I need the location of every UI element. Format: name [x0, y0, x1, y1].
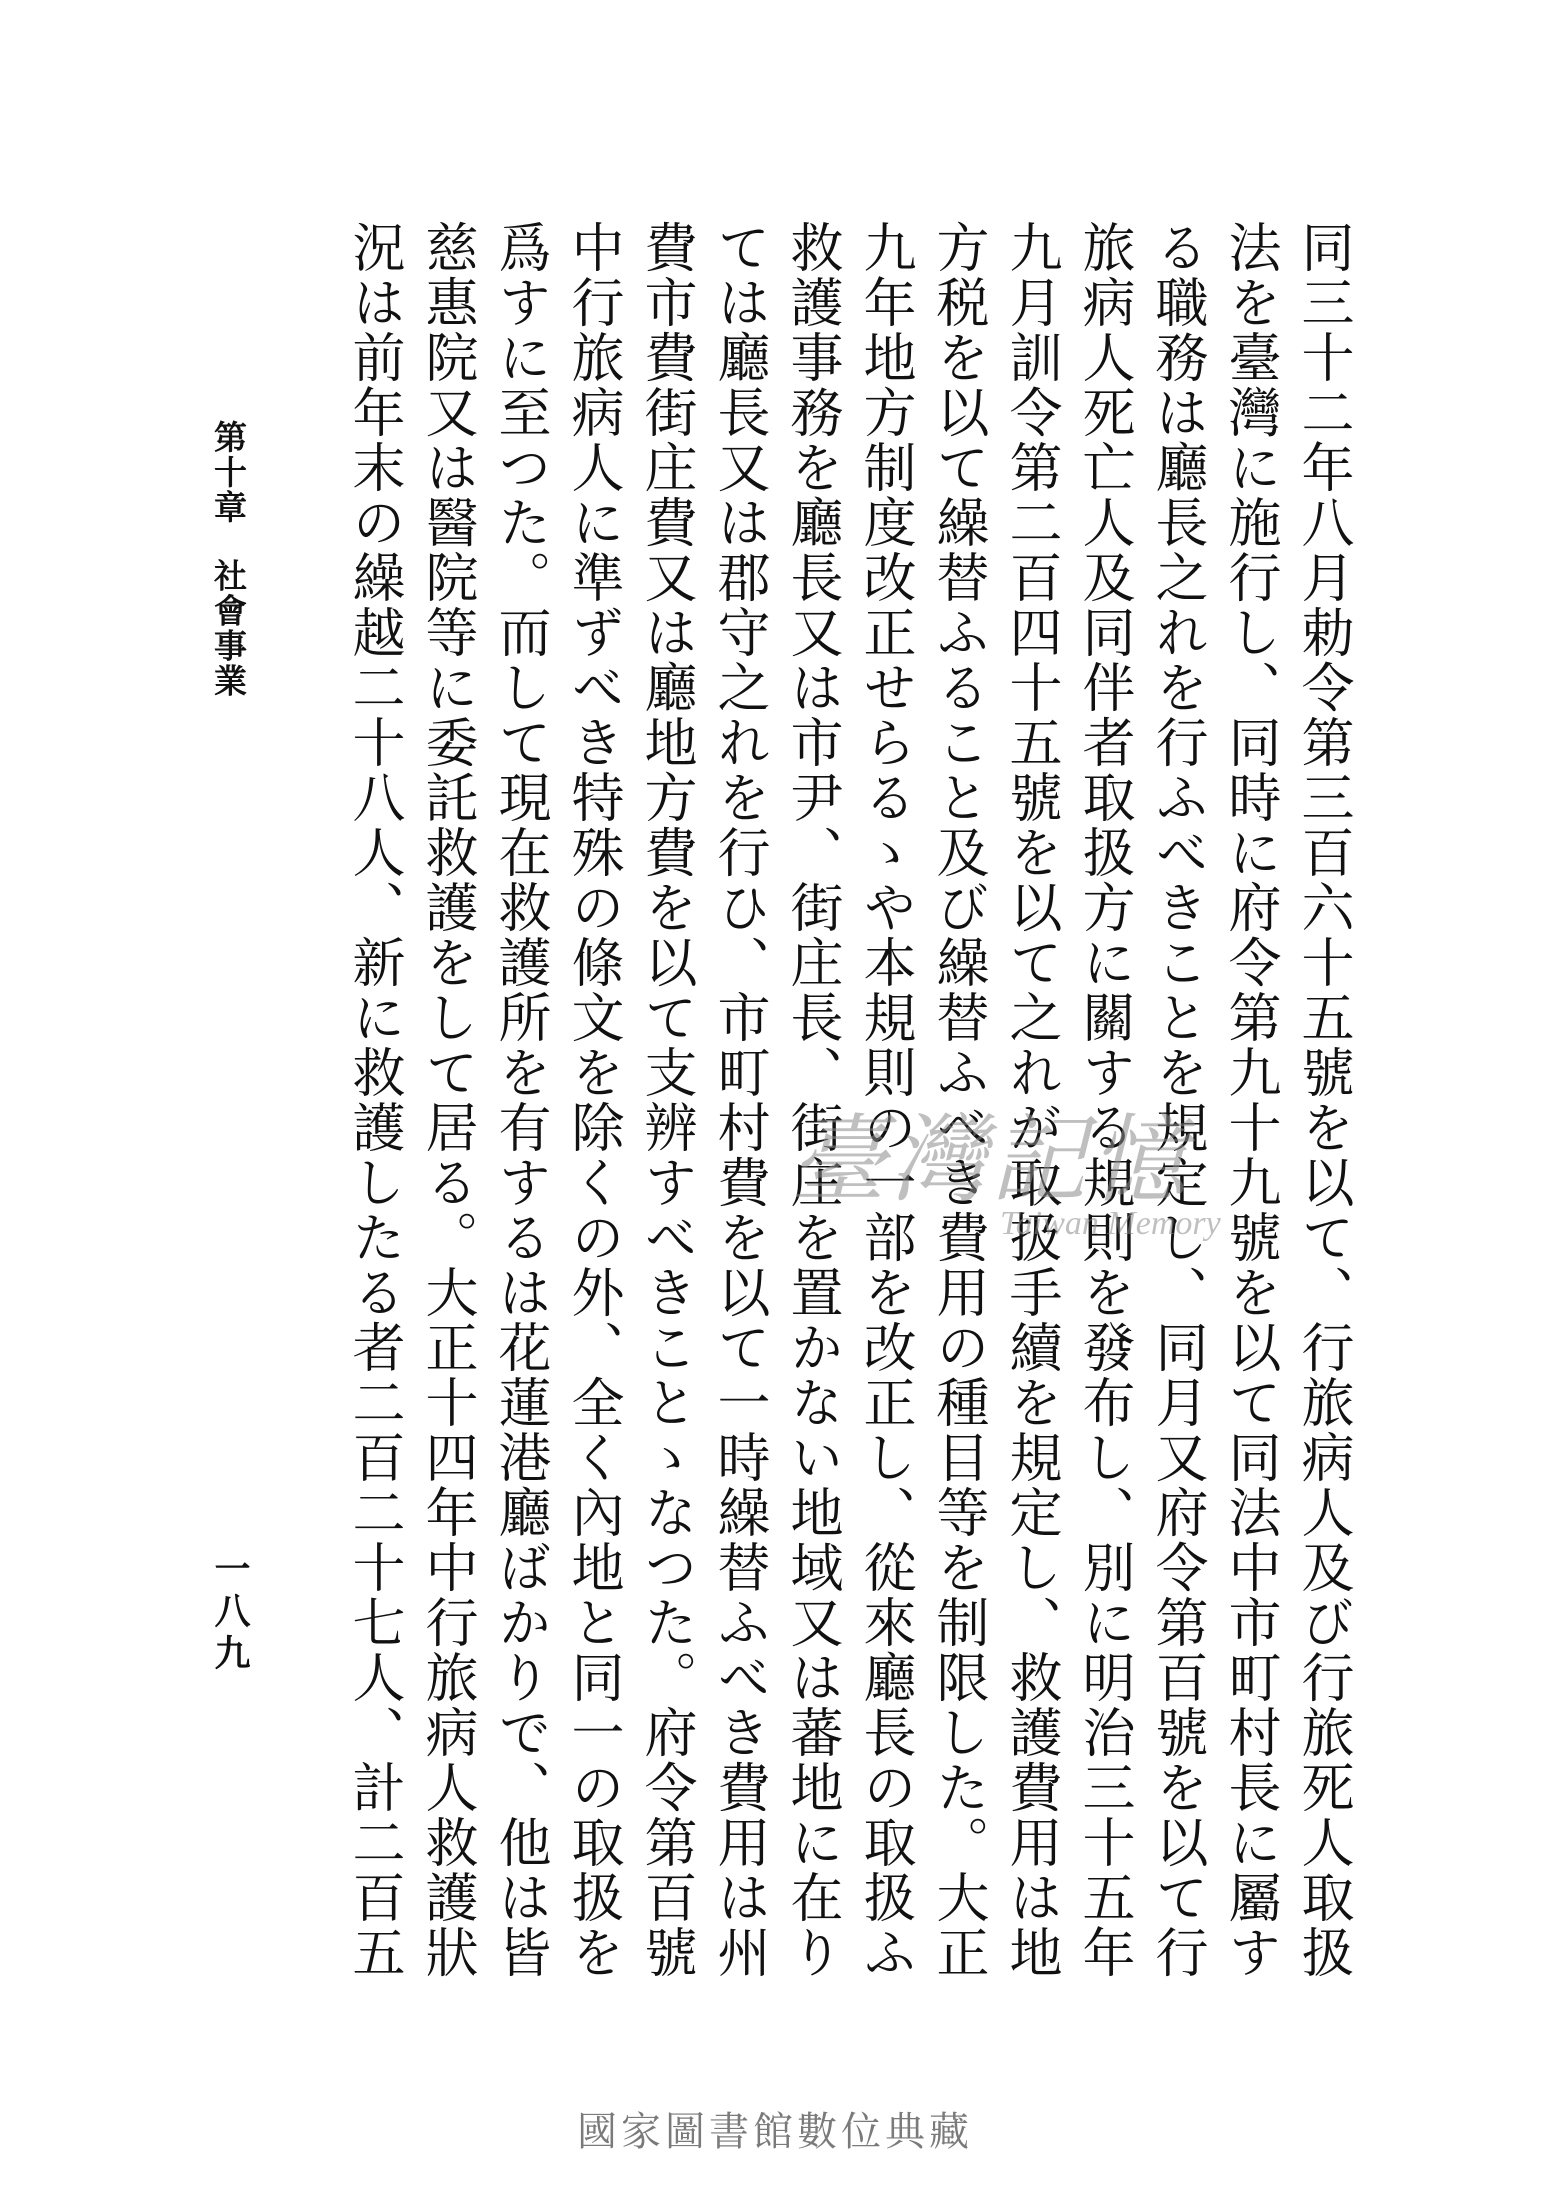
paragraph-vagrant-relief: 同三十二年八月勅令第三百六十五號を以て、行旅病人及び行旅死人取扱法を臺灣に施行し、同時に府令第九十九號を以て同法中市町村長に屬する職務は廳長之れを行ふべきことを規定し、同月又府令第百號を以て行旅病人死亡人及同伴者取扱方に關する規則を發布し、別に明治三十五年九月訓令第二百四十五號を以て之れが取扱手續を規定し、救護費用は地方税を以て繰替ふること及び繰替ふべき費用の種目等を制限した。大正九年地方制度改正せらるゝや本規則の一部を改正し、從來廳長の取扱ふ救護事務を廳長又は市尹、街庄長、街庄を置かない地域又は蕃地に在りては廳長又は郡守之れを行ひ、市町村費を以て一時繰替ふべき費用は州費市費街庄費又は廳地方費を以て支辨すべきことゝなつた。府令第百號中行旅病人に準ずべき特殊の條文を除くの外、全く內地と同一の取扱を爲すに至つた。而して現在救護所を有するは花蓮港廳ばかりで、他は皆慈惠院又は醫院等に委託救護をして居る。大正十四年中行旅病人救護狀況は前年末の繰越二十八人、新に救護したる者二百二十七人、計二百五	[344, 220, 1354, 1980]
page-number: 一八九	[209, 1550, 251, 1676]
running-header	[205, 420, 252, 699]
footer-credit: 國家圖書館數位典藏	[577, 2109, 973, 2155]
chapter-title: 社會事業	[209, 558, 248, 699]
watermark-english: Taiwan Memory	[1000, 1205, 1221, 1242]
chapter-label: 第十章	[209, 420, 248, 525]
body-text	[340, 220, 1360, 2020]
watermark-glyphs: 臺灣記憶	[790, 1104, 1190, 1216]
